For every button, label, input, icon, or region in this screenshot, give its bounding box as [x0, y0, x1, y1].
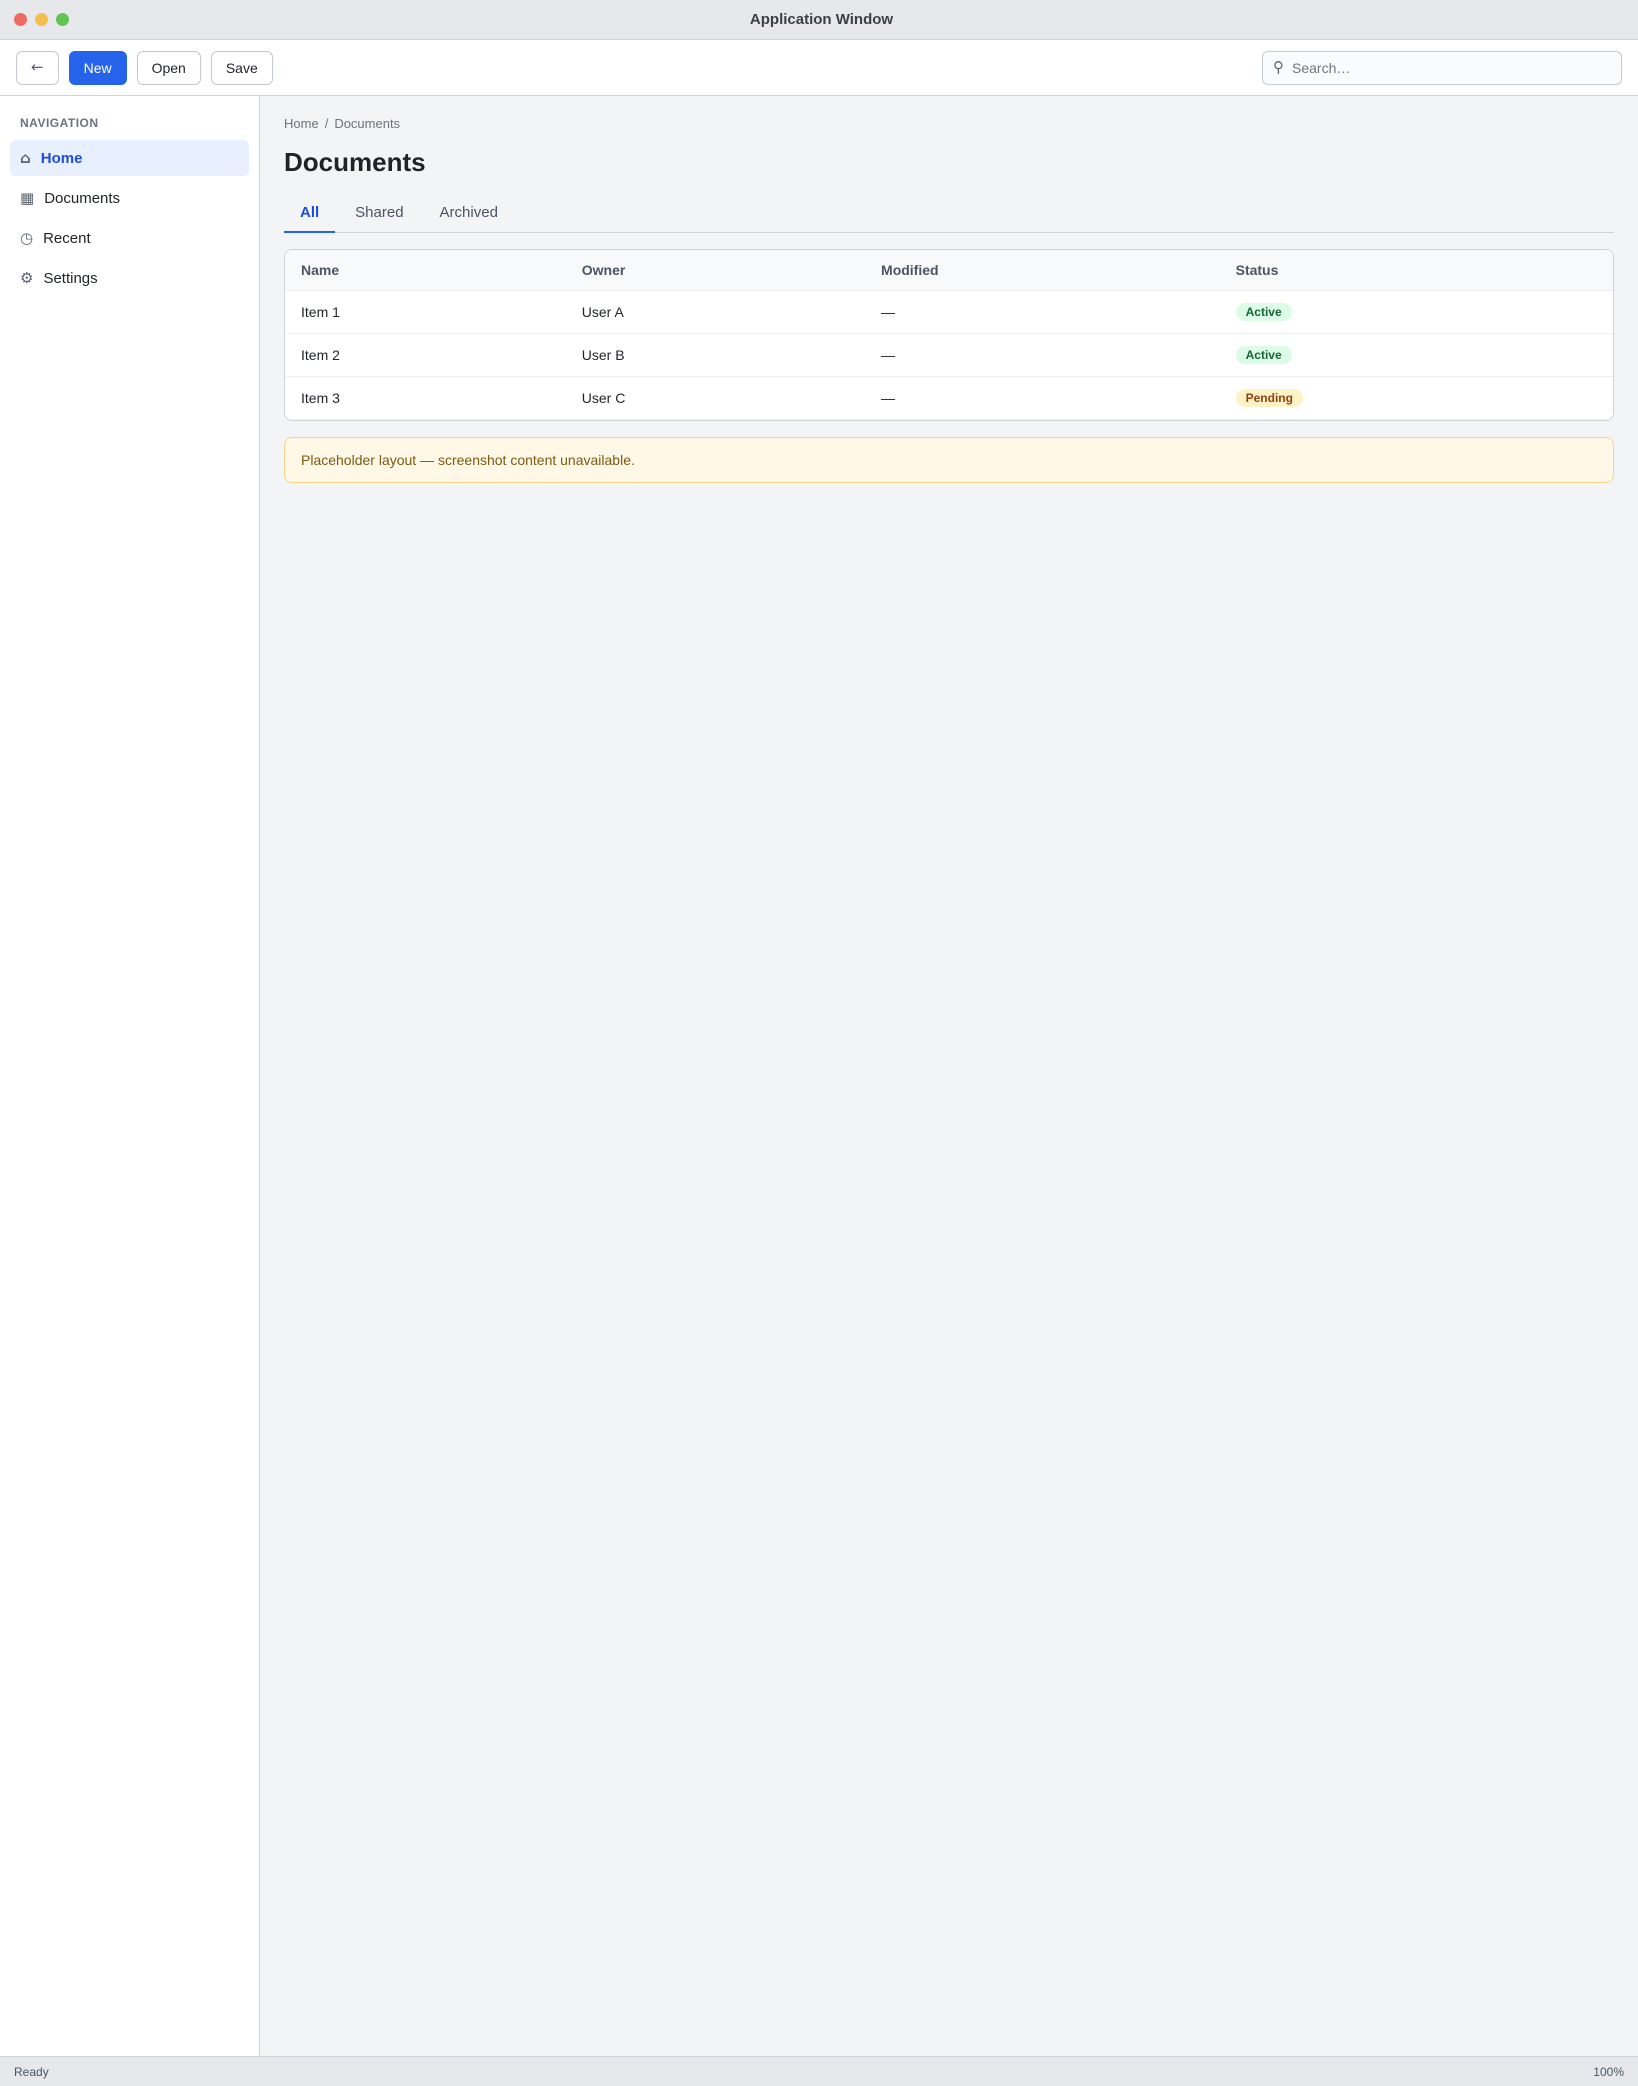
folder-icon: ▦: [20, 188, 35, 207]
table-row[interactable]: [285, 334, 1613, 377]
table-cell: [1220, 291, 1613, 334]
column-header[interactable]: Status: [1220, 250, 1613, 291]
close-window-button[interactable]: [14, 13, 27, 26]
data-table: [285, 250, 1613, 420]
column-header[interactable]: Modified: [865, 250, 1220, 291]
sidebar-item-home[interactable]: [10, 140, 249, 176]
page-title: Documents: [284, 147, 426, 177]
window-controls: [14, 13, 69, 26]
sidebar-item-label: Recent: [43, 229, 91, 247]
breadcrumb: [284, 116, 1614, 131]
tab-archived[interactable]: Archived: [439, 204, 498, 221]
table-cell: User B: [566, 334, 865, 377]
title-bar: [0, 0, 1638, 40]
table-cell: User C: [566, 377, 865, 420]
window-title: Application Window: [749, 11, 894, 28]
search-box[interactable]: [1262, 51, 1622, 85]
zoom-level[interactable]: 100%: [1593, 2064, 1624, 2079]
sidebar-item-documents[interactable]: [10, 180, 249, 216]
breadcrumb-item[interactable]: Documents: [334, 116, 401, 131]
table-cell: —: [865, 334, 1220, 377]
table-cell: Item 2: [285, 334, 566, 377]
sidebar-item-label: Settings: [43, 269, 98, 287]
breadcrumb-separator: /: [324, 116, 329, 131]
table-row[interactable]: [285, 377, 1613, 420]
open-button[interactable]: Open: [137, 51, 201, 85]
minimize-window-button[interactable]: [35, 13, 48, 26]
search-icon: ⚲: [1273, 58, 1284, 76]
save-button[interactable]: Save: [211, 51, 273, 85]
home-icon: ⌂: [20, 148, 31, 167]
breadcrumb-item[interactable]: Home: [284, 116, 319, 131]
status-bar: [0, 2056, 1638, 2086]
column-header[interactable]: Owner: [566, 250, 865, 291]
sidebar: [0, 96, 260, 2056]
table-cell: [1220, 334, 1613, 377]
status-text: Ready: [14, 2064, 49, 2079]
placeholder-notice: Placeholder layout — screenshot content unavailable.: [284, 437, 1614, 483]
sidebar-item-label: Home: [40, 149, 83, 167]
clock-icon: ◷: [20, 228, 34, 247]
maximize-window-button[interactable]: [56, 13, 69, 26]
main-content: [260, 96, 1638, 2056]
gear-icon: ⚙: [20, 268, 34, 287]
table-cell: —: [865, 291, 1220, 334]
search-input[interactable]: [1292, 60, 1611, 76]
app-body: [0, 96, 1638, 2056]
arrow-left-icon: ←: [31, 58, 44, 76]
status-badge: Active: [1236, 346, 1292, 364]
sidebar-item-recent[interactable]: [10, 220, 249, 256]
table-cell: —: [865, 377, 1220, 420]
status-badge: Pending: [1236, 389, 1303, 407]
table-cell: Item 1: [285, 291, 566, 334]
table-row[interactable]: [285, 291, 1613, 334]
toolbar: [0, 40, 1638, 96]
tab-bar: [284, 194, 1614, 233]
sidebar-item-settings[interactable]: [10, 260, 249, 296]
new-button[interactable]: New: [69, 51, 127, 85]
status-badge: Active: [1236, 303, 1292, 321]
table-panel: [284, 249, 1614, 421]
table-cell: [1220, 377, 1613, 420]
table-cell: User A: [566, 291, 865, 334]
tab-all[interactable]: All: [284, 194, 335, 233]
table-cell: Item 3: [285, 377, 566, 420]
back-button[interactable]: [16, 51, 59, 85]
table-header-row: [285, 250, 1613, 291]
sidebar-heading: NAVIGATION: [20, 116, 99, 130]
sidebar-item-label: Documents: [44, 189, 121, 207]
column-header[interactable]: Name: [285, 250, 566, 291]
tab-shared[interactable]: Shared: [355, 204, 404, 221]
